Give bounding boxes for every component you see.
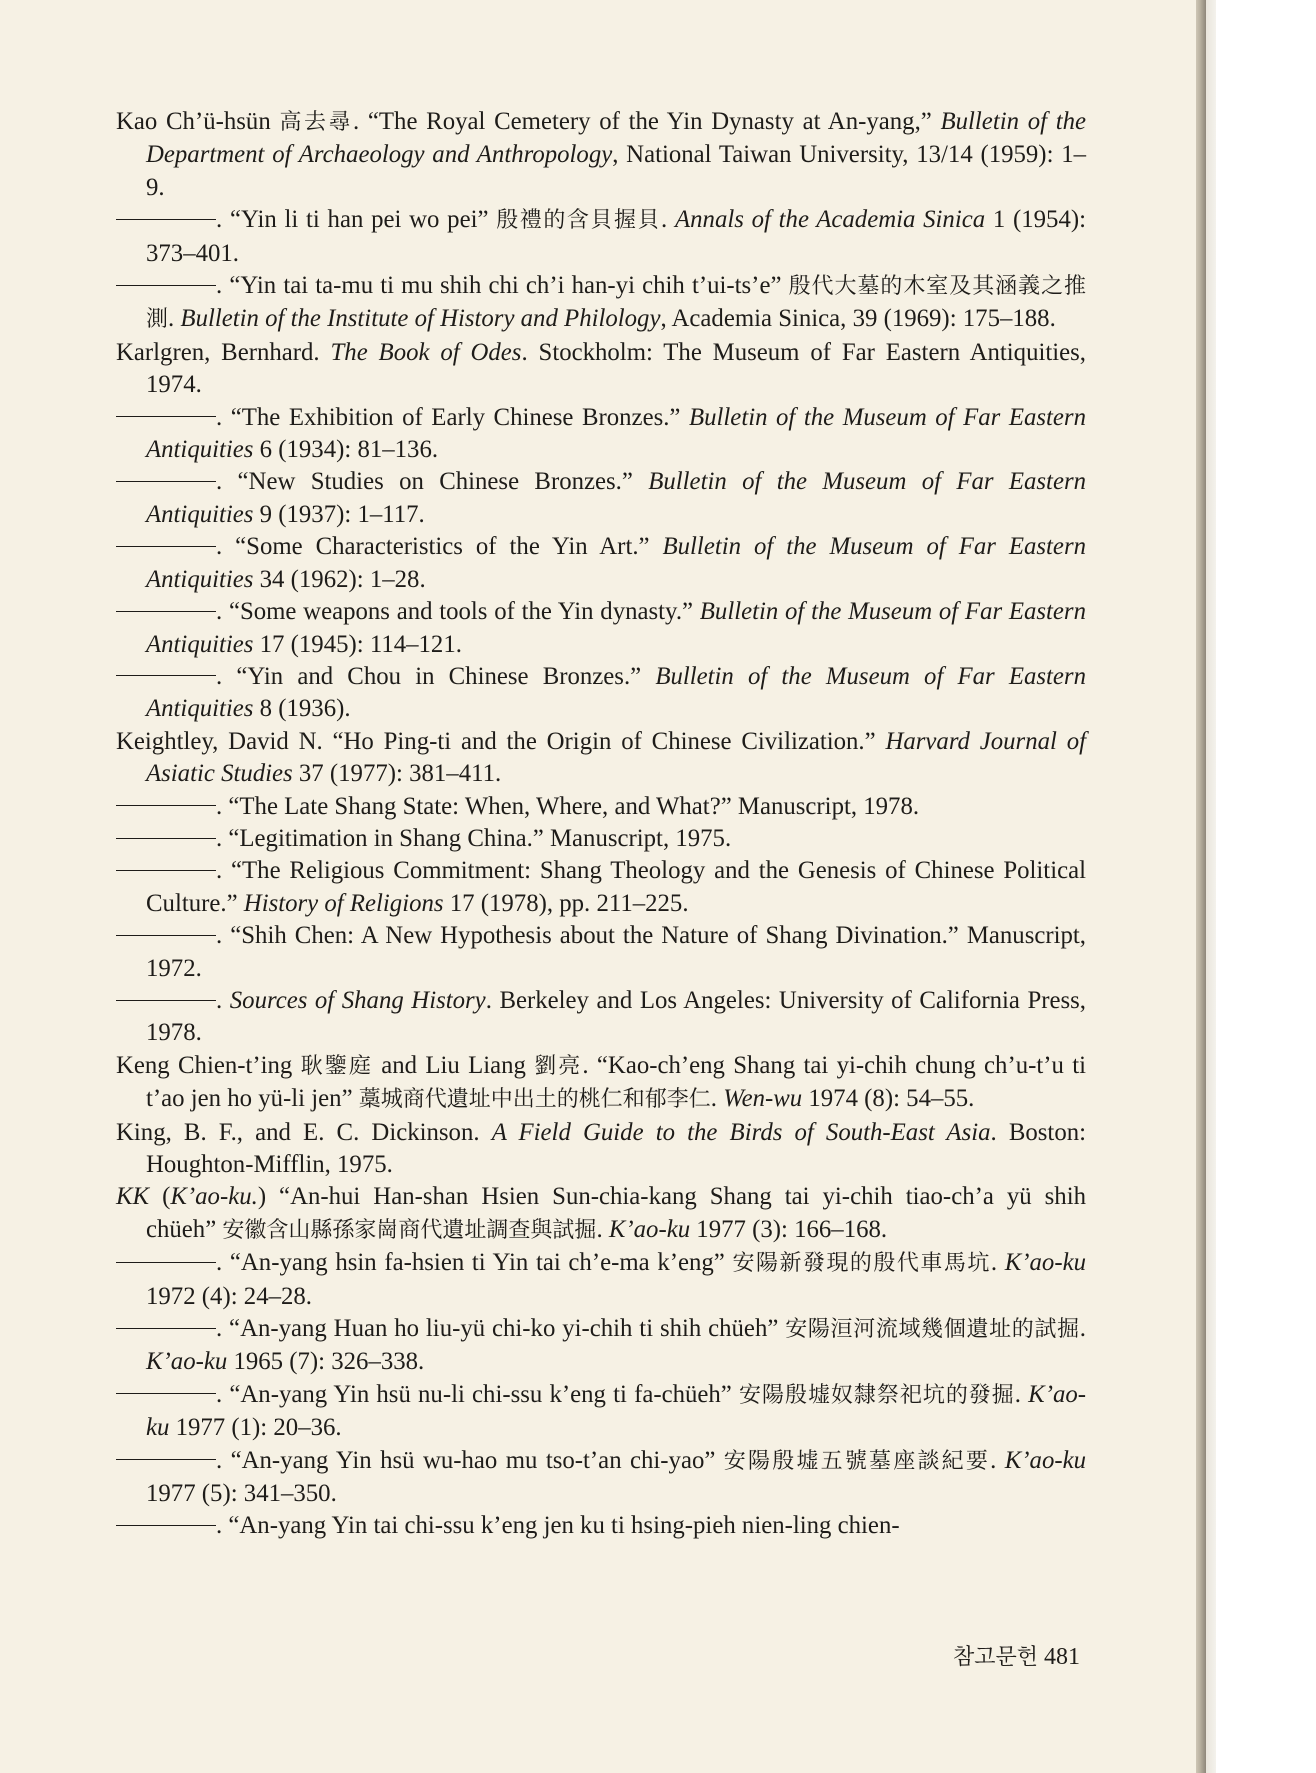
entry-text: . “An-yang hsin fa-hsien ti Yin tai ch’e-ma k’eng” [216,1249,733,1277]
entry-text: , Academia Sinica, 39 (1969): 175–188. [660,305,1056,333]
ditto-rule [116,1393,216,1394]
journal-title: K’ao-ku [146,1380,1087,1442]
cjk-name: 劉亮 [534,1053,583,1079]
cjk-title: 安陽殷墟五號墓座談紀要 [723,1448,991,1474]
ditto-rule [116,1459,216,1460]
journal-title: Annals of the Academia Sinica [675,206,986,234]
entry-text: . “The Exhibition of Early Chinese Bronzes.” [216,403,689,431]
ditto-rule [116,546,216,547]
bibliography-entry [116,270,1086,337]
author: King, B. F., and E. C. Dickinson. [116,1118,492,1146]
page-gutter-shadow [1196,0,1206,1773]
entry-text: , National Taiwan University, 13/14 (1959): 1–9. [146,141,1086,201]
entry-text: and Liu Liang [372,1051,535,1079]
cjk-title: 安陽新發現的殷代車馬坑 [732,1251,991,1277]
entry-text: . “Shih Chen: A New Hypothesis about the Nature of Shang Divination.” Manuscript, 1972. [146,922,1086,982]
bibliography-entry [116,1050,1086,1117]
entry-text: . [710,1085,724,1113]
entry-text: . “An-yang Huan ho liu-yü chi-ko yi-chih ti shih chüeh” [216,1315,786,1343]
page-edge [1206,0,1216,1773]
cjk-title: 安陽殷墟奴隸祭祀坑的發掘 [739,1382,1015,1408]
entry-text: . “New Studies on Chinese Bronzes.” [216,468,649,496]
bibliography-entry [116,791,1086,823]
entry-text: 1977 (5): 341–350. [146,1480,337,1508]
journal-title: History of Religions [243,889,444,917]
bibliography-entry [116,1379,1086,1445]
bibliography-entry [116,596,1086,661]
entry-text: . “The Royal Cemetery of the Yin Dynasty at An-yang,” [353,108,941,135]
entry-text: . Stockholm: The Museum of Far Eastern Antiquities, 1974. [146,338,1086,399]
bibliography-entry [116,823,1086,855]
bibliography-entry [116,106,1086,204]
entry-text: 9 (1937): 1–117. [253,500,425,528]
entry-text: . “Yin tai ta-mu ti mu shih chi ch’i han-yi chih t’ui-ts’e” [216,272,789,300]
cjk-title: 安陽洹河流域幾個遺址的試掘 [785,1317,1080,1343]
bibliography-entry [116,1181,1086,1247]
entry-text: . [596,1215,609,1243]
ditto-rule [116,1262,216,1263]
entry-text: . “Some Characteristics of the Yin Art.” [216,533,663,561]
ditto-rule [116,285,216,286]
entry-text: . [990,1249,1005,1277]
cjk-title: 安徽含山縣孫家崗商代遺址調查與試掘 [222,1217,597,1243]
bibliography-list [116,106,1086,1543]
ditto-rule [116,805,216,806]
entry-text: 1 (1954): 373–401. [146,206,1087,267]
entry-text: 1974 (8): 54–55. [802,1085,975,1113]
ditto-rule [116,838,216,839]
entry-text: . “Some weapons and tools of the Yin dynasty.” [216,598,700,626]
page-folio [920,1640,1080,1671]
journal-title: Bulletin of the Museum of Far Eastern Antiquities [146,598,1086,658]
author: Karlgren, Bernhard. [116,338,331,366]
bibliography-entry [116,726,1086,791]
entry-text: 1965 (7): 326–338. [227,1348,425,1376]
bibliography-entry [116,531,1086,596]
entry-text: 17 (1945): 114–121. [253,630,462,658]
entry-text: “Ho Ping-ti and the Origin of Chinese Civilization.” [332,727,886,755]
ditto-rule [116,416,216,417]
entry-text: 1977 (3): 166–168. [690,1215,888,1243]
journal-title: Bulletin of the Museum of Far Eastern Antiquities [146,533,1086,593]
bibliography-entry [116,1510,1086,1542]
entry-text: . “The Late Shang State: When, Where, and What?” Manuscript, 1978. [216,792,920,820]
bibliography-entry [116,402,1086,467]
journal-title: Bulletin of the Department of Archaeology and Anthropology [146,108,1086,169]
book-title: The Book of Odes [330,338,522,366]
entry-text: . Berkeley and Los Angeles: University of California Press, 1978. [146,986,1087,1047]
bibliography-entry [116,1117,1086,1182]
journal-title: K’ao-ku [1004,1249,1086,1277]
entry-text: 1972 (4): 24–28. [146,1282,312,1310]
entry-text: . “Yin li ti han pei wo pei” [216,206,497,234]
ditto-rule [116,1000,216,1001]
ditto-rule [116,1328,216,1329]
journal-title: K’ao-ku [146,1348,228,1376]
entry-text: 34 (1962): 1–28. [253,565,426,593]
author: Kao Ch’ü-hsün [116,108,271,135]
book-title: A Field Guide to the Birds of South-East Asia [491,1118,991,1146]
author: KK [116,1183,150,1211]
ditto-rule [116,481,216,482]
journal-title: K’ao-ku [608,1215,691,1243]
entry-text: . [1014,1380,1029,1408]
entry-text: 1977 (1): 20–36. [169,1414,342,1442]
entry-text: . [990,1446,1005,1474]
bibliography-entry [116,337,1086,402]
folio-label: 참고문헌 [952,1645,1038,1670]
ditto-rule [116,675,216,676]
journal-title: Bulletin of the Museum of Far Eastern Antiquities [146,468,1086,528]
entry-text: . “An-yang Yin tai chi-ssu k’eng jen ku ti hsing-pieh nien-ling chien- [216,1512,900,1540]
entry-text: . [168,305,181,333]
entry-text: 8 (1936). [253,695,351,723]
ditto-rule [116,870,216,871]
entry-text: . [1079,1315,1086,1343]
entry-text: . “Yin and Chou in Chinese Bronzes.” [216,662,656,690]
cjk-name: 耿鑒庭 [300,1053,373,1079]
cjk-title: 藁城商代遺址中出土的桃仁和郁李仁 [358,1087,711,1113]
entry-text: 6 (1934): 81–136. [253,436,439,464]
journal-title: Wen-wu [723,1085,803,1113]
bibliography-entry [116,1313,1086,1379]
entry-text: . “Legitimation in Shang China.” Manuscript, 1975. [216,824,732,852]
bibliography-entry [116,920,1086,985]
bibliography-entry [116,204,1086,270]
entry-text: . “An-yang Yin hsü wu-hao mu tso-t’an chi-yao” [216,1446,724,1474]
entry-text: . [216,986,230,1014]
entry-text: . [661,206,675,234]
ditto-rule [116,1525,216,1526]
entry-text: 37 (1977): 381–411. [292,760,502,788]
entry-text: 17 (1978), pp. 211–225. [443,889,689,917]
author: Keng Chien-t’ing [116,1051,301,1079]
ditto-rule [116,935,216,936]
cjk-title: 殷代大墓的木室及其涵義之推測 [146,274,1086,333]
journal-title: Bulletin of the Museum of Far Eastern Antiquities [146,662,1086,723]
book-title: Sources of Shang History [229,986,486,1014]
bibliography-entry [116,855,1086,920]
entry-text: ( [149,1183,171,1211]
entry-text: . “The Religious Commitment: Shang Theology and the Genesis of Chinese Political Culture.” [146,857,1086,917]
ditto-rule [116,611,216,612]
ditto-rule [116,219,216,220]
bibliography-entry [116,466,1086,531]
journal-title: Bulletin of the Museum of Far Eastern Antiquities [146,403,1086,464]
cjk-name: 高去尋 [279,110,353,135]
journal-abbrev: K’ao-ku. [170,1183,258,1211]
journal-title: K’ao-ku [1004,1446,1087,1474]
journal-title: Harvard Journal of Asiatic Studies [146,727,1086,788]
entry-text: ) “An-hui Han-shan Hsien Sun-chia-kang Shang tai yi-chih tiao-ch’a yü shih chüeh” [146,1183,1086,1243]
entry-text: . “An-yang Yin hsü nu-li chi-ssu k’eng ti fa-chüeh” [216,1380,739,1408]
bibliography-entry [116,661,1086,726]
bibliography-entry [116,985,1086,1050]
entry-text: . “Kao-ch’eng Shang tai yi-chih chung ch’u-t’u ti t’ao jen ho yü-li jen” [146,1051,1086,1113]
journal-title: Bulletin of the Institute of History and Philology [180,305,661,333]
bibliography-entry [116,1445,1086,1511]
entry-text: . Boston: Houghton-Mifflin, 1975. [146,1118,1087,1178]
cjk-title: 殷禮的含貝握貝 [496,208,662,234]
author: Keightley, David N. [116,727,333,755]
page-number: 481 [1044,1644,1080,1670]
bibliography-entry [116,1247,1086,1313]
